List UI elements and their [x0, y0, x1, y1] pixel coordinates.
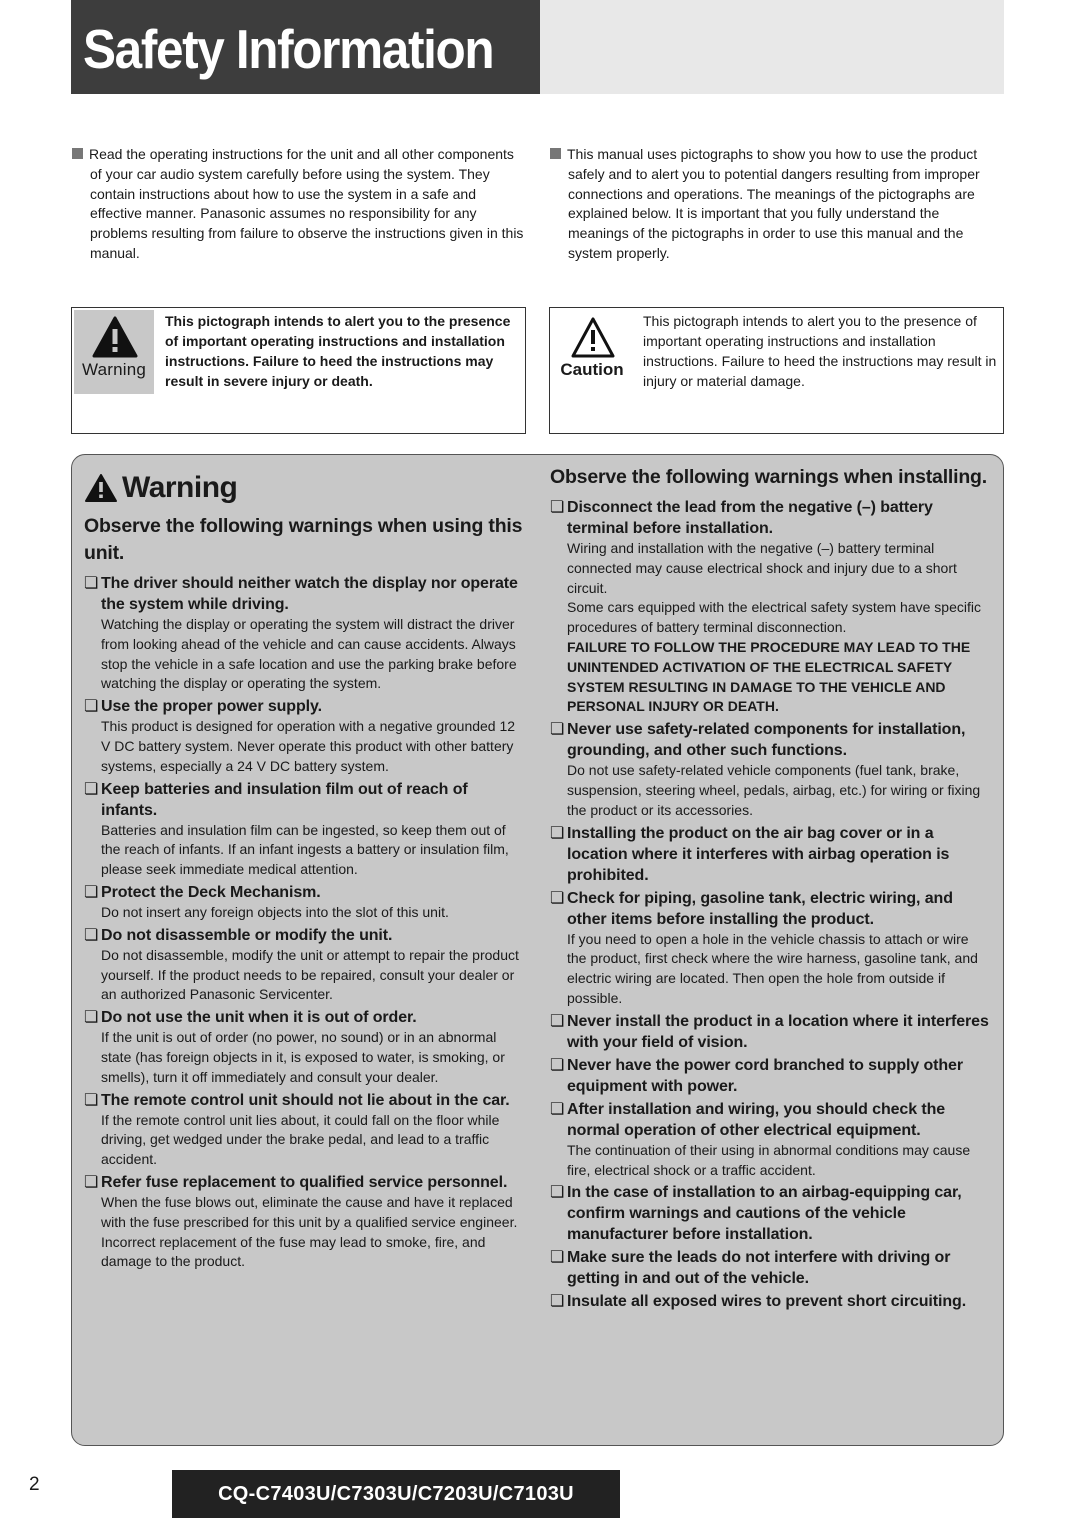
model-number-bar: [172, 1470, 620, 1518]
warning-item-body: This product is designed for operation with a negative grounded 12 V DC battery system. Never operate this product with other battery systems, especially a 24 V DC battery system.: [101, 718, 516, 774]
warning-item-body: If you need to open a hole in the vehicle chassis to attach or wire the product, first check where the wire harness, gasoline tank, and electric wiring are located. Then open the hole from outside if possible.: [567, 930, 978, 1006]
header-bar: [71, 0, 540, 94]
warning-item: [550, 1011, 990, 1053]
warning-item-body: If the unit is out of order (no power, no sound) or in an abnormal state (has foreign objects in it, is exposed to water, is smoking, or smells), turn it off immediately and consult your dealer.: [101, 1029, 505, 1085]
using-section-title: Observe the following warnings when using this unit.: [84, 515, 523, 564]
checkbox-bullet-icon: ❏: [84, 1091, 99, 1109]
header-accent: [540, 0, 1004, 94]
warnings-using-column: [84, 455, 524, 1272]
page-title: Safety Information: [83, 18, 494, 80]
warning-item-title: Do not disassemble or modify the unit.: [101, 926, 393, 944]
using-warning-list: [84, 573, 524, 1272]
warning-item-title: Never install the product in a location where it interferes with your field of vision.: [567, 1012, 989, 1051]
caution-pictograph-text: This pictograph intends to alert you to the presence of important operating instructions and installation instructions. Failure to heed the instructions may result in injury or material damage.: [643, 313, 997, 389]
warning-item-body: Some cars equipped with the electrical safety system have specific procedures of battery terminal disconnection.: [567, 599, 981, 636]
warning-pictograph-box: [71, 307, 526, 434]
checkbox-bullet-icon: ❏: [550, 1012, 565, 1030]
warning-item-body: Do not insert any foreign objects into the slot of this unit.: [101, 903, 449, 920]
warning-item-body: Do not disassemble, modify the unit or attempt to repair the product yourself. If the product needs to be repaired, consult your dealer or an authorized Panasonic Servicenter.: [101, 946, 519, 1003]
warning-item-body: The continuation of their using in abnormal conditions may cause fire, electrical shock or a traffic accident.: [567, 1141, 971, 1178]
warning-item: [550, 888, 990, 1009]
checkbox-bullet-icon: ❏: [84, 883, 99, 901]
checkbox-bullet-icon: ❏: [84, 780, 99, 798]
warning-item-title: Protect the Deck Mechanism.: [101, 883, 321, 901]
intro-left: [72, 145, 524, 264]
warning-item: [550, 1055, 990, 1097]
warning-item-title: In the case of installation to an airbag-equipping car, confirm warnings and cautions of the vehicle manufacturer before installation.: [567, 1184, 962, 1244]
warning-pictograph: [74, 310, 154, 394]
warning-item-emphasis: FAILURE TO FOLLOW THE PROCEDURE MAY LEAD TO THE UNINTENDED ACTIVATION OF THE ELECTRICAL SAFETY SYSTEM RESULTING IN DAMAGE TO THE VEHICLE AND PERSONAL INJURY OR DEATH.: [567, 638, 971, 715]
warning-item: [550, 823, 990, 886]
panel-warning-label: Warning: [122, 471, 238, 504]
warning-pictograph-label: Warning: [81, 360, 147, 379]
warning-item-body: Watching the display or operating the system will distract the driver from looking ahead of the vehicle and can cause accidents. Always stop the vehicle in a safe location and use the parking brake before watching the display or operating the system.: [101, 616, 517, 692]
warnings-installing-column: [550, 455, 990, 1312]
warning-item-title: Disconnect the lead from the negative (–) battery terminal before installation.: [567, 499, 933, 537]
checkbox-bullet-icon: ❏: [550, 824, 565, 842]
warning-item-title: The driver should neither watch the display nor operate the system while driving.: [101, 575, 518, 613]
caution-pictograph-label: Caution: [560, 360, 624, 379]
warning-item-title: The remote control unit should not lie about in the car.: [101, 1091, 510, 1109]
checkbox-bullet-icon: ❏: [550, 1249, 565, 1267]
warning-item-body: If the remote control unit lies about, it could fall on the floor while driving, get wedged under the brake pedal, and lead to a traffic accident.: [101, 1111, 500, 1168]
warning-item-title: Check for piping, gasoline tank, electric wiring, and other items before installing the product.: [567, 889, 953, 928]
warning-item-title: Insulate all exposed wires to prevent short circuiting.: [567, 1293, 967, 1311]
installing-section-title: Observe the following warnings when installing.: [550, 466, 987, 488]
warning-item: [84, 1172, 524, 1272]
square-bullet-icon: [72, 148, 83, 159]
caution-pictograph-box: [549, 307, 1004, 434]
warning-item-title: After installation and wiring, you should check the normal operation of other electrical equipment.: [567, 1100, 946, 1139]
checkbox-bullet-icon: ❏: [84, 698, 99, 716]
caution-pictograph: [552, 310, 632, 394]
panel-warning-heading: [84, 471, 524, 505]
checkbox-bullet-icon: ❏: [550, 721, 565, 739]
warning-item: [84, 696, 524, 776]
warning-item-title: Do not use the unit when it is out of order.: [101, 1009, 417, 1027]
intro-right-text: This manual uses pictographs to show you how to use the product safely and to alert you to potential dangers resulting from improper connections and operations. The meanings of the pictographs are explained below. It is important that you fully understand the meanings of the pictographs in order to use this manual and the system properly.: [567, 146, 980, 261]
square-bullet-icon: [550, 148, 561, 159]
model-number: CQ-C7403U/C7303U/C7203U/C7103U: [218, 1482, 574, 1505]
warning-item: [84, 779, 524, 880]
warning-item-title: Never use safety-related components for installation, grounding, and other such functions.: [567, 721, 966, 760]
warning-item-body: When the fuse blows out, eliminate the cause and have it replaced with the fuse prescribed for this unit by a qualified service engineer. Incorrect replacement of the fuse may lead to smoke, fire, and damage to the product.: [101, 1193, 518, 1270]
warning-item: [550, 1099, 990, 1181]
warning-item-title: Never have the power cord branched to supply other equipment with power.: [567, 1056, 963, 1095]
intro-right: [550, 145, 994, 264]
warning-item: [550, 1182, 990, 1245]
warning-item: [550, 497, 990, 717]
warning-panel: [71, 454, 1004, 1446]
installing-warning-list: [550, 497, 990, 1312]
checkbox-bullet-icon: ❏: [84, 926, 99, 944]
warning-item-body: Batteries and insulation film can be ingested, so keep them out of the reach of infants. If an infant ingests a battery or insulation film, please seek immediate medical attention.: [101, 821, 509, 878]
checkbox-bullet-icon: ❏: [550, 499, 565, 516]
checkbox-bullet-icon: ❏: [550, 1293, 565, 1311]
checkbox-bullet-icon: ❏: [550, 1056, 565, 1074]
checkbox-bullet-icon: ❏: [550, 1100, 565, 1118]
warning-item: [84, 1007, 524, 1087]
warning-item: [550, 719, 990, 820]
checkbox-bullet-icon: ❏: [84, 1173, 99, 1191]
warning-triangle-icon: [92, 316, 138, 360]
intro-left-text: Read the operating instructions for the unit and all other components of your car audio system carefully before using the system. They contain instructions about how to use the system in a safe and effective manner. Panasonic assumes no responsibility for any problems resulting from failure to observe the instructions given in this manual.: [89, 146, 524, 261]
warning-item: [84, 1090, 524, 1170]
checkbox-bullet-icon: ❏: [84, 575, 99, 592]
warning-item-body: Wiring and installation with the negative (–) battery terminal connected may cause electrical shock and injury due to a short circuit.: [567, 540, 957, 596]
checkbox-bullet-icon: ❏: [84, 1009, 99, 1027]
warning-item-title: Installing the product on the air bag cover or in a location where it interferes with airbag operation is prohibited.: [567, 824, 950, 884]
warning-pictograph-text: This pictograph intends to alert you to the presence of important operating instructions and installation instructions. Failure to heed the instructions may result in severe injury or death.: [165, 313, 511, 389]
checkbox-bullet-icon: ❏: [550, 1184, 565, 1202]
warning-item: [84, 882, 524, 923]
warning-item-title: Keep batteries and insulation film out of reach of infants.: [101, 780, 468, 819]
warning-item-title: Use the proper power supply.: [101, 698, 322, 716]
page-number: 2: [29, 1474, 40, 1495]
warning-item-title: Make sure the leads do not interfere with driving or getting in and out of the vehicle.: [567, 1249, 951, 1288]
warning-item: [550, 1291, 990, 1312]
warning-item-body: Do not use safety-related vehicle components (fuel tank, brake, suspension, steering wheel, pedals, airbag, etc.) for wiring or fixing the product or its accessories.: [567, 762, 981, 818]
warning-item: [84, 573, 524, 694]
caution-triangle-icon: [570, 316, 616, 360]
warning-triangle-icon: [84, 473, 118, 503]
checkbox-bullet-icon: ❏: [550, 889, 565, 907]
warning-item: [84, 925, 524, 1005]
warning-item: [550, 1247, 990, 1289]
warning-item-title: Refer fuse replacement to qualified service personnel.: [101, 1173, 508, 1191]
